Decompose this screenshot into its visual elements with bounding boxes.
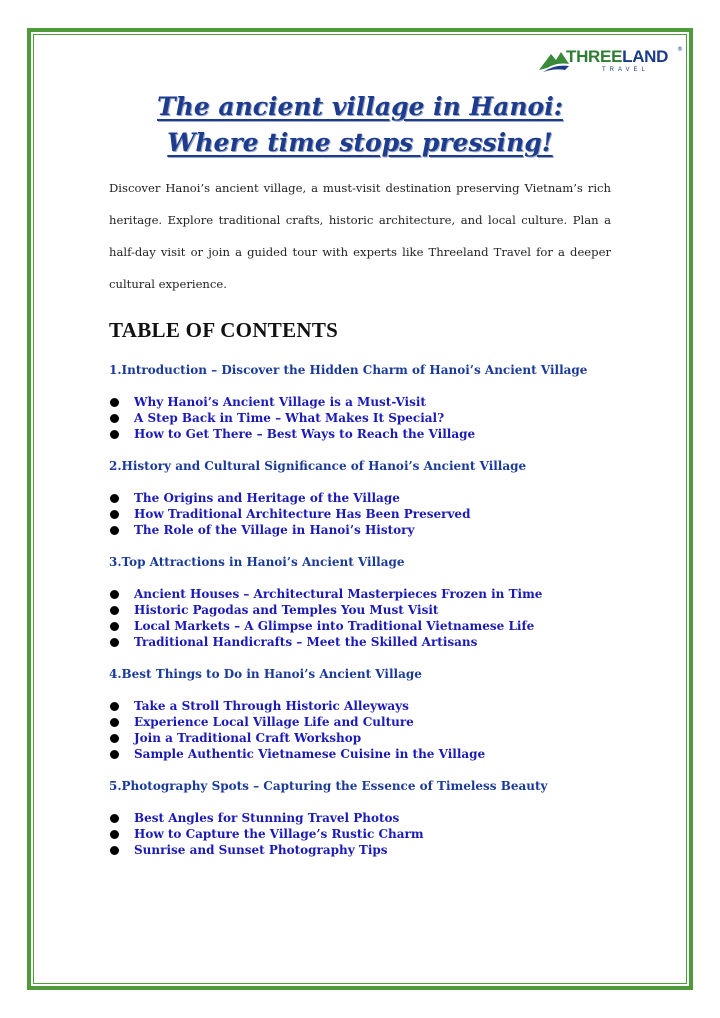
- toc-item-label: The Role of the Village in Hanoi’s History: [134, 523, 415, 537]
- toc-list-item[interactable]: [109, 410, 649, 426]
- toc-list-item[interactable]: [109, 506, 649, 522]
- toc-item-label: How to Get There – Best Ways to Reach the Village: [134, 427, 476, 441]
- bullet-icon: [110, 606, 119, 615]
- logo-registered-mark: ®: [677, 46, 683, 53]
- toc-item-label: Sunrise and Sunset Photography Tips: [134, 843, 388, 857]
- toc-item-label: A Step Back in Time – What Makes It Special?: [134, 411, 445, 425]
- bullet-icon: [110, 526, 119, 535]
- toc-item-label: Sample Authentic Vietnamese Cuisine in the Village: [134, 747, 486, 761]
- toc-heading: TABLE OF CONTENTS: [109, 318, 339, 342]
- toc-item-label: How to Capture the Village’s Rustic Charm: [134, 827, 424, 841]
- bullet-icon: [110, 430, 119, 439]
- toc-section-list: [109, 698, 649, 762]
- logo-wordmark-part2: LAND: [622, 47, 669, 66]
- toc-list-item[interactable]: [109, 394, 649, 410]
- toc-section-title[interactable]: 2.History and Cultural Significance of Hanoi’s Ancient Village: [109, 459, 527, 473]
- toc-list-item[interactable]: [109, 618, 649, 634]
- toc-item-label: Take a Stroll Through Historic Alleyways: [134, 699, 409, 713]
- bullet-icon: [110, 830, 119, 839]
- toc-list-item[interactable]: [109, 842, 649, 858]
- toc-section-title[interactable]: 3.Top Attractions in Hanoi’s Ancient Village: [109, 555, 405, 569]
- bullet-icon: [110, 590, 119, 599]
- bullet-icon: [110, 702, 119, 711]
- toc-list-item[interactable]: [109, 490, 649, 506]
- toc-item-label: Join a Traditional Craft Workshop: [134, 731, 362, 745]
- table-of-contents: [109, 362, 649, 874]
- toc-item-label: Local Markets – A Glimpse into Traditional Vietnamese Life: [134, 619, 535, 633]
- toc-item-label: Experience Local Village Life and Culture: [134, 715, 414, 729]
- toc-item-label: How Traditional Architecture Has Been Preserved: [134, 507, 471, 521]
- toc-section-list: [109, 394, 649, 442]
- intro-paragraph: Discover Hanoi’s ancient village, a must-visit destination preserving Vietnam’s rich heritage. Explore traditional crafts, historic architecture, and local culture. Plan a half-day visit or join a guided tour with experts like Threeland Travel for a deeper cultural experience.: [109, 181, 611, 291]
- toc-item-label: Ancient Houses – Architectural Masterpieces Frozen in Time: [134, 587, 543, 601]
- bullet-icon: [110, 638, 119, 647]
- toc-section-title[interactable]: 5.Photography Spots – Capturing the Essence of Timeless Beauty: [109, 779, 548, 793]
- toc-list-item[interactable]: [109, 522, 649, 538]
- toc-item-label: The Origins and Heritage of the Village: [134, 491, 400, 505]
- toc-list-item[interactable]: [109, 634, 649, 650]
- toc-list-item[interactable]: [109, 746, 649, 762]
- toc-list-item[interactable]: [109, 826, 649, 842]
- logo-wordmark-part1: THREE: [566, 47, 623, 66]
- bullet-icon: [110, 814, 119, 823]
- bullet-icon: [110, 734, 119, 743]
- toc-item-label: Historic Pagodas and Temples You Must Visit: [134, 603, 439, 617]
- toc-list-item[interactable]: [109, 586, 649, 602]
- bullet-icon: [110, 414, 119, 423]
- toc-item-label: Traditional Handicrafts – Meet the Skilled Artisans: [134, 635, 478, 649]
- bullet-icon: [110, 846, 119, 855]
- toc-section-list: [109, 490, 649, 538]
- bullet-icon: [110, 750, 119, 759]
- bullet-icon: [110, 398, 119, 407]
- page-title-line1: The ancient village in Hanoi:: [157, 92, 563, 121]
- page-title: [0, 89, 720, 161]
- bullet-icon: [110, 622, 119, 631]
- toc-list-item[interactable]: [109, 714, 649, 730]
- toc-section-list: [109, 810, 649, 858]
- toc-list-item[interactable]: [109, 426, 649, 442]
- toc-section-list: [109, 586, 649, 650]
- toc-section-title[interactable]: 4.Best Things to Do in Hanoi’s Ancient Village: [109, 667, 422, 681]
- page-title-line2: Where time stops pressing!: [167, 128, 553, 157]
- toc-item-label: Why Hanoi’s Ancient Village is a Must-Visit: [134, 395, 426, 409]
- logo-subtitle: TRAVEL: [602, 67, 649, 73]
- bullet-icon: [110, 718, 119, 727]
- bullet-icon: [110, 510, 119, 519]
- toc-item-label: Best Angles for Stunning Travel Photos: [134, 811, 400, 825]
- toc-section-title[interactable]: 1.Introduction – Discover the Hidden Charm of Hanoi’s Ancient Village: [109, 363, 588, 377]
- toc-list-item[interactable]: [109, 730, 649, 746]
- bullet-icon: [110, 494, 119, 503]
- toc-list-item[interactable]: [109, 602, 649, 618]
- toc-list-item[interactable]: [109, 698, 649, 714]
- toc-list-item[interactable]: [109, 810, 649, 826]
- logo-wordmark: [566, 47, 668, 67]
